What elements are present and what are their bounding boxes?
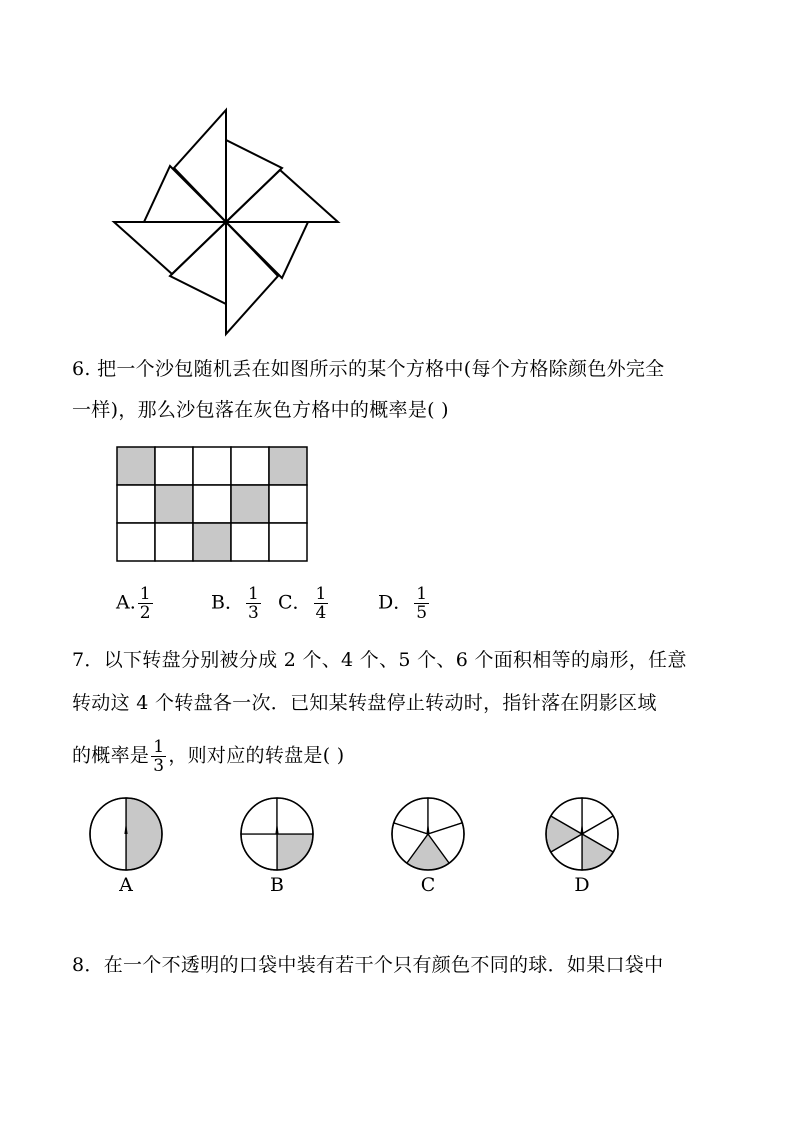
fraction-numerator: 1 [315,584,327,604]
q7-line-3-pre: 的概率是 [72,744,150,767]
spinner-label: C [420,874,436,896]
spinner-a [86,794,166,874]
grid-cell [155,523,193,561]
grid-cell [117,485,155,523]
option-fraction [246,585,261,622]
q6-option [116,585,155,622]
option-fraction [414,585,429,622]
grid-cell [193,447,231,485]
spinner-label: A [119,874,133,896]
grid-cell [231,485,269,523]
spinner-c [388,794,468,874]
option-letter: B． [211,591,244,614]
q6-option [378,585,431,622]
grid-cell [193,523,231,561]
q7-fraction-num: 1 [153,737,165,757]
fraction-denominator: 5 [416,603,428,623]
fraction-denominator: 3 [247,603,259,623]
q6-option [278,585,330,622]
q6-grid [116,446,306,562]
fraction-numerator: 1 [247,584,259,604]
spinner-label: B [270,874,284,896]
pinwheel-figure [114,110,338,334]
option-fraction [314,585,329,622]
option-letter: D． [378,591,413,614]
spinner-sector [126,798,162,870]
option-letter: C． [278,591,312,614]
grid-cell [269,485,307,523]
grid-cell [155,447,193,485]
q7-line-2: 转动这 4 个转盘各一次．已知某转盘停止转动时，指针落在阴影区域 [72,692,657,714]
q8-line-1: 8．在一个不透明的口袋中装有若干个只有颜色不同的球．如果口袋中 [72,954,664,976]
q7-line-3-post: ，则对应的转盘是( ) [168,744,345,767]
q7-line-1: 7．以下转盘分别被分成 2 个、4 个、5 个、6 个面积相等的扇形，任意 [72,649,687,671]
spinner-sector [90,798,126,870]
spinner-label: D [574,874,590,896]
spinner-d [542,794,622,874]
grid-cell [155,485,193,523]
q6-option [211,585,263,622]
grid-cell [231,447,269,485]
grid-cell [193,485,231,523]
grid-cell [269,447,307,485]
q7-fraction-den: 3 [153,756,165,776]
option-fraction [138,585,153,622]
fraction-denominator: 4 [315,603,327,623]
grid-cell [231,523,269,561]
grid-cell [117,447,155,485]
fraction-numerator: 1 [416,584,428,604]
option-letter: A. [116,591,136,614]
grid-cell [117,523,155,561]
q7-fraction [151,738,166,775]
spinner-b [237,794,317,874]
q6-line-2: 一样)，那么沙包落在灰色方格中的概率是( ) [72,399,449,421]
q6-line-1: 6. 把一个沙包随机丢在如图所示的某个方格中(每个方格除颜色外完全 [72,358,665,380]
fraction-numerator: 1 [139,584,151,604]
q7-line-3 [72,738,345,775]
grid-cell [269,523,307,561]
fraction-denominator: 2 [139,603,151,623]
